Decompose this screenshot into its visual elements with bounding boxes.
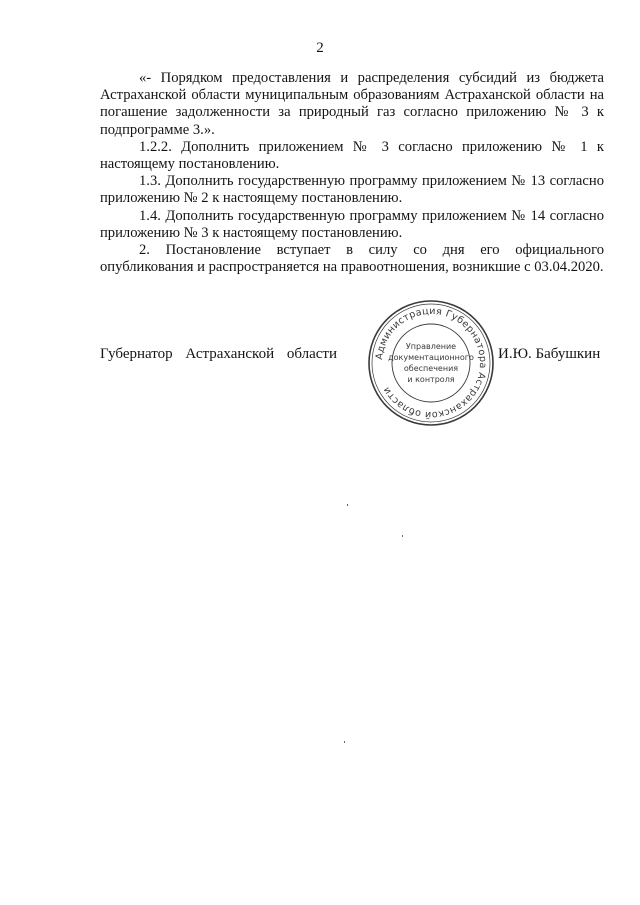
seal-center-line-2: документационного <box>388 353 474 362</box>
official-seal-stamp <box>365 297 497 429</box>
scan-speck <box>344 741 345 743</box>
seal-inner-ring <box>372 304 490 422</box>
page-number: 2 <box>316 40 324 56</box>
scan-speck <box>402 535 403 537</box>
document-body <box>100 70 604 276</box>
seal-center-line-4: и контроля <box>407 375 455 384</box>
paragraph-1-4: 1.4. Дополнить государственную программу приложением № 14 согласно приложению № 3 к настоящему постановлению. <box>100 207 604 241</box>
seal-outer-ring <box>369 301 493 425</box>
paragraph-2-effective-date: 2. Постановление вступает в силу со дня его официального опубликования и распространяется на правоотношения, возникшие с 03.04.2020. <box>100 242 604 276</box>
signatory-name: И.Ю. Бабушкин <box>498 346 601 362</box>
seal-center-ring <box>392 324 470 402</box>
scan-speck <box>347 504 348 506</box>
seal-center-line-1: Управление <box>405 342 457 351</box>
seal-center-line-3: обеспечения <box>403 364 459 373</box>
seal-ring-text: Администрация Губернатора Астраханской области <box>374 305 489 421</box>
paragraph-1-3: 1.3. Дополнить государственную программу приложением № 13 согласно приложению № 2 к настоящему постановлению. <box>100 173 604 207</box>
paragraph-subsidy-order: «- Порядком предоставления и распределения субсидий из бюджета Астраханской области муниципальным образованиям Астраханской области на погашение задолженности за природный газ согласно приложению № 3 к подпрограмме 3.». <box>100 70 604 138</box>
paragraph-1-2-2: 1.2.2. Дополнить приложением № 3 согласно приложению № 1 к настоящему постановлению. <box>100 138 604 173</box>
seal-graphic <box>365 297 497 429</box>
signatory-title: Губернатор Астраханской области <box>100 346 338 362</box>
